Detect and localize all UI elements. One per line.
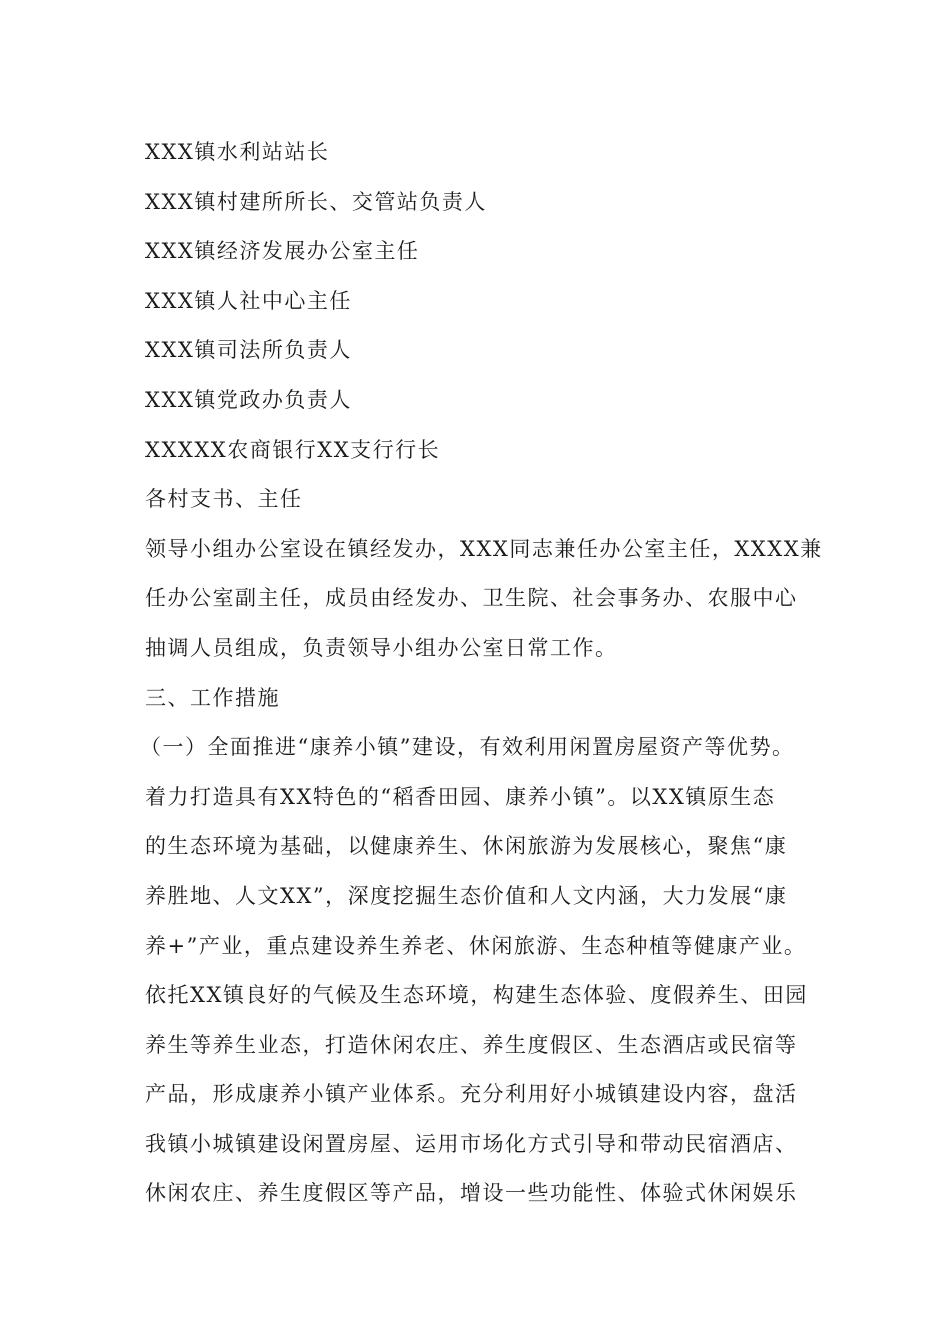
member-line: 各村支书、主任 (145, 487, 303, 512)
member-line: XXX镇经济发展办公室主任 (145, 239, 420, 264)
paragraph-line: 依托XX镇良好的气候及生态环境，构建生态体验、度假养生、田园 (145, 983, 808, 1008)
section-heading: 三、工作措施 (145, 685, 280, 710)
paragraph-line: （一）全面推进“康养小镇”建设，有效利用闲置房屋资产等优势。 (140, 735, 795, 760)
paragraph-line: 抽调人员组成，负责领导小组办公室日常工作。 (145, 635, 618, 660)
paragraph-line: 领导小组办公室设在镇经发办，XXX同志兼任办公室主任，XXXX兼 (145, 536, 823, 561)
paragraph-line: 养生等养生业态，打造休闲农庄、养生度假区、生态酒店或民宿等 (145, 1032, 798, 1057)
paragraph-line: 着力打造具有XX特色的“稻香田园、康养小镇”。以XX镇原生态 (145, 784, 776, 809)
member-line: XXXXX农商银行XX支行行长 (145, 437, 441, 462)
member-line: XXX镇人社中心主任 (145, 288, 352, 313)
paragraph-line: 养胜地、人文XX”，深度挖掘生态价值和人文内涵，大力发展“康 (145, 883, 788, 908)
paragraph-line: 的生态环境为基础，以健康养生、休闲旅游为发展核心，聚焦“康 (145, 834, 788, 859)
member-line: XXX镇水利站站长 (145, 140, 330, 164)
paragraph-line: 休闲农庄、养生度假区等产品，增设一些功能性、体验式休闲娱乐 (145, 1181, 798, 1206)
paragraph-line: 任办公室副主任，成员由经发办、卫生院、社会事务办、农服中心 (145, 586, 798, 611)
paragraph-line: 产品，形成康养小镇产业体系。充分利用好小城镇建设内容，盘活 (145, 1082, 798, 1107)
paragraph-line: 我镇小城镇建设闲置房屋、运用市场化方式引导和带动民宿酒店、 (145, 1131, 798, 1156)
document-body (140, 128, 845, 1219)
member-line: XXX镇党政办负责人 (145, 387, 352, 412)
member-line: XXX镇司法所负责人 (145, 338, 352, 363)
member-line: XXX镇村建所所长、交管站负责人 (145, 189, 487, 214)
paragraph-line: 养+”产业，重点建设养生养老、休闲旅游、生态种植等健康产业。 (145, 933, 807, 958)
